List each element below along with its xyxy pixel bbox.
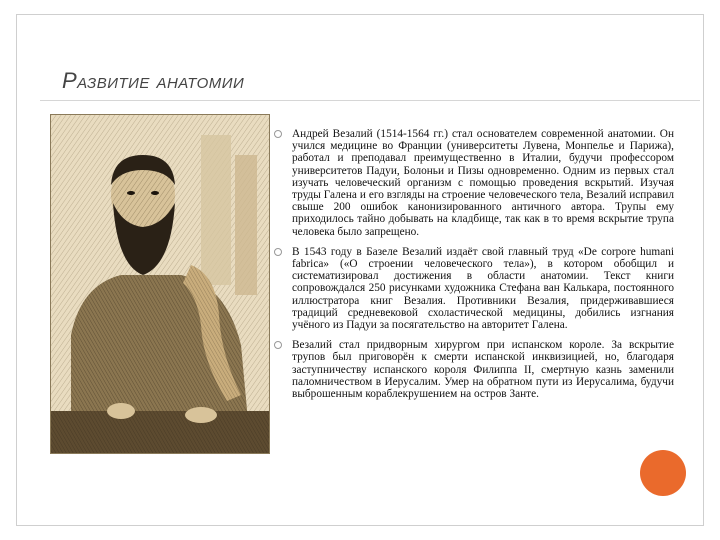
slide-title: Развитие анатомии <box>62 68 245 93</box>
bullet-circle-icon <box>274 130 282 138</box>
vesalius-engraving-portrait-icon <box>51 115 269 453</box>
bullet-list <box>274 128 674 408</box>
bullet-text: В 1543 году в Базеле Везалий издаёт свой главный труд «De corpore humani fabrica» («О строении человеческого тела»), в котором обобщил и систематизировал достижения в области анатомии. Текст книги сопровождался 250 рисунками художника Стефана ван Калькара, постоянного иллюстратора книг Везалия. Противники Везалия, придерживавшиеся традиций средневековой схоластической медицины, добились изгнания учёного из Падуи за посягательство на авторитет Галена. <box>292 245 674 332</box>
list-item <box>274 246 674 331</box>
list-item <box>274 339 674 400</box>
title-divider <box>40 100 700 101</box>
decorative-dot-icon <box>640 450 686 496</box>
bullet-text: Везалий стал придворным хирургом при испанском короле. За вскрытие трупов был приговорён к смерти испанской инквизицией, но, благодаря заступничеству испанского короля Филиппа II, смертную казнь заменили паломничеством в Иерусалим. Умер на обратном пути из Иерусалима, будучи выброшенным кораблекрушением на остров Занте. <box>292 339 674 401</box>
bullet-circle-icon <box>274 248 282 256</box>
bullet-circle-icon <box>274 341 282 349</box>
bullet-text: Андрей Везалий (1514-1564 гг.) стал основателем современной анатомии. Он учился медицине во Франции (университеты Лувена, Монпелье и Парижа), работал и преподавал преимущественно в Италии, будучи профессором университетов Падуи, Болоньи и Пизы одновременно. Одним из первых стал изучать человеческий организм с помощью проведения вскрытий. Изучая труды Галена и его взгляды на строение человеческого тела, Везалий исправил свыше 200 ошибок канонизированного античного автора. Трупы ему приходилось тайно добывать на кладбище, так как в то время вскрытие трупа человека было запрещено. <box>292 128 674 238</box>
vesalius-portrait <box>50 114 270 454</box>
list-item <box>274 128 674 238</box>
